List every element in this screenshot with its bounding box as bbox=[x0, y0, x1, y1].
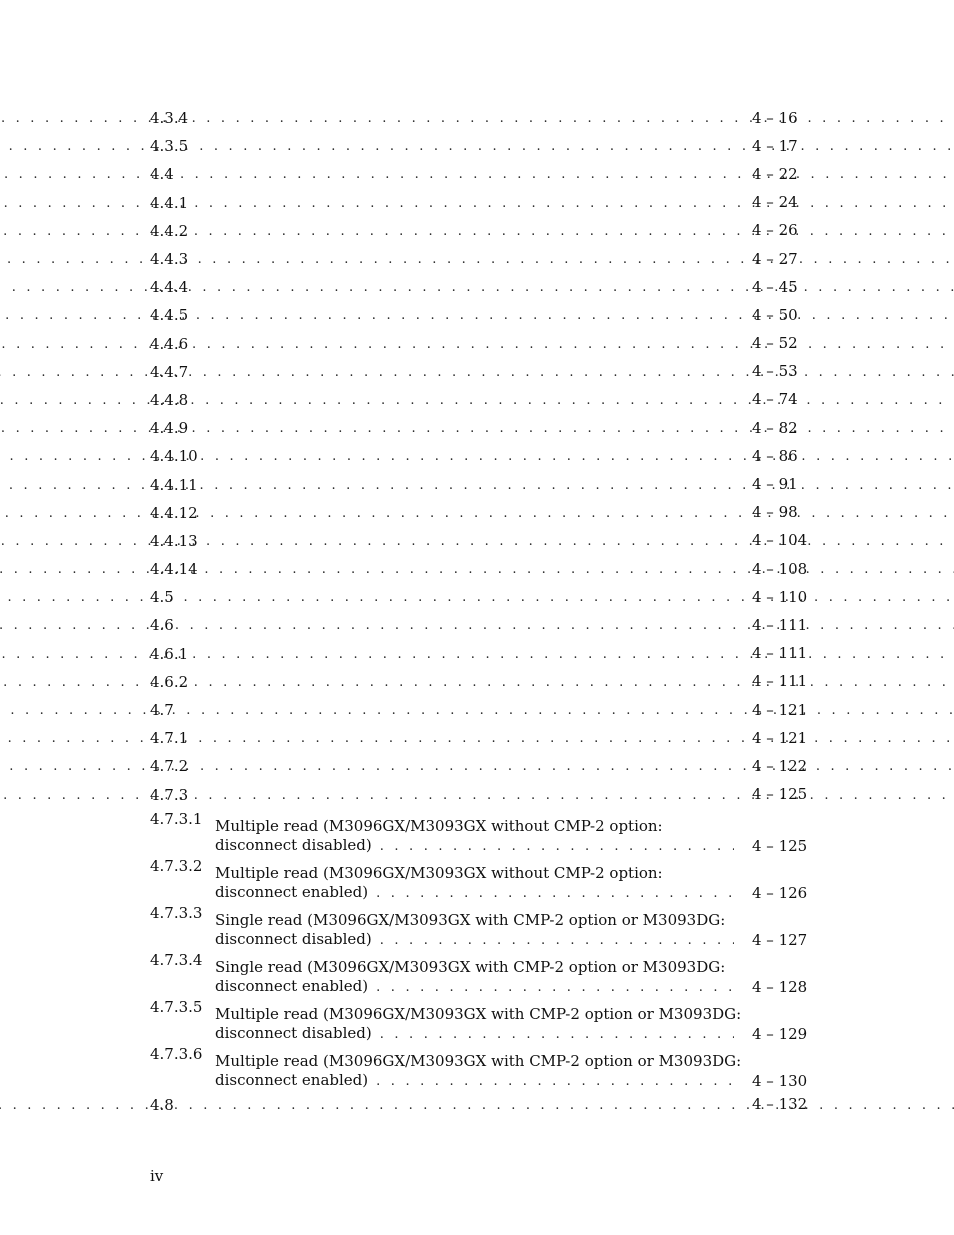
leader-dots bbox=[0, 335, 954, 354]
leader-dots bbox=[0, 165, 954, 184]
leader-dots bbox=[0, 137, 954, 156]
section-title: Multiple read (M3096GX/M3093GX without CMP-2 option: bbox=[215, 816, 663, 835]
section-title-continued: disconnect enabled) bbox=[215, 976, 369, 995]
page-reference: 4 – 98 bbox=[752, 503, 798, 522]
toc-entry[interactable] bbox=[150, 358, 802, 386]
leader-dots bbox=[0, 250, 954, 269]
page-reference: 4 – 86 bbox=[752, 446, 798, 465]
section-title-continued: disconnect enabled) bbox=[215, 1070, 369, 1089]
section-number: 4.7.3.5 bbox=[150, 997, 203, 1016]
page-reference: 4 – 122 bbox=[752, 756, 808, 775]
leader-dots bbox=[0, 757, 954, 776]
page-reference: 4 – 129 bbox=[752, 1024, 808, 1043]
section-number: 4.7 bbox=[150, 701, 174, 720]
toc-entry[interactable] bbox=[150, 997, 808, 1044]
leader-dots bbox=[0, 363, 954, 382]
page-reference: 4 – 27 bbox=[752, 249, 798, 268]
section-number: 4.6.1 bbox=[150, 644, 189, 663]
toc-entry[interactable] bbox=[150, 696, 808, 724]
section-number: 4.4.8 bbox=[150, 390, 189, 409]
leader-dots bbox=[376, 884, 734, 903]
section-number: 4.4.4 bbox=[150, 278, 189, 297]
page-reference: 4 – 121 bbox=[752, 700, 808, 719]
toc-entry[interactable] bbox=[150, 950, 808, 997]
page-reference: 4 – 111 bbox=[752, 644, 808, 663]
footer-page-number: iv bbox=[150, 1167, 164, 1185]
leader-dots bbox=[0, 532, 954, 551]
leader-dots bbox=[380, 1025, 734, 1044]
page-reference: 4 – 110 bbox=[752, 587, 808, 606]
page-reference: 4 – 128 bbox=[752, 977, 808, 996]
section-number: 4.4.14 bbox=[150, 560, 198, 579]
toc-entry[interactable] bbox=[150, 301, 802, 329]
leader-dots bbox=[0, 616, 954, 635]
page-reference: 4 – 121 bbox=[752, 728, 808, 747]
toc-entry[interactable] bbox=[150, 527, 808, 555]
leader-dots bbox=[0, 645, 954, 664]
section-number: 4.6 bbox=[150, 616, 174, 635]
leader-dots bbox=[0, 588, 954, 607]
section-number: 4.7.1 bbox=[150, 729, 189, 748]
toc-entry[interactable] bbox=[150, 273, 802, 301]
toc-entry[interactable] bbox=[150, 752, 808, 780]
toc-entry[interactable] bbox=[150, 809, 808, 856]
section-number: 4.7.3.4 bbox=[150, 950, 203, 969]
toc-entry[interactable] bbox=[150, 386, 802, 414]
section-title: Multiple read (M3096GX/M3093GX without CMP-2 option: bbox=[215, 863, 663, 882]
page-reference: 4 – 91 bbox=[752, 475, 798, 494]
leader-dots bbox=[0, 1096, 954, 1115]
page-reference: 4 – 111 bbox=[752, 615, 808, 634]
page-reference: 4 – 108 bbox=[752, 559, 808, 578]
page-reference: 4 – 16 bbox=[752, 108, 798, 127]
leader-dots bbox=[0, 476, 954, 495]
section-number: 4.4.10 bbox=[150, 447, 198, 466]
section-number: 4.6.2 bbox=[150, 672, 189, 691]
leader-dots bbox=[0, 391, 954, 410]
leader-dots bbox=[0, 447, 954, 466]
page-reference: 4 – 104 bbox=[752, 531, 808, 550]
section-number: 4.4.2 bbox=[150, 221, 189, 240]
toc-entry[interactable] bbox=[150, 189, 802, 217]
section-number: 4.5 bbox=[150, 588, 174, 607]
toc-entry[interactable] bbox=[150, 903, 808, 950]
page-reference: 4 – 125 bbox=[752, 785, 808, 804]
page-reference: 4 – 17 bbox=[752, 136, 798, 155]
section-number: 4.3.5 bbox=[150, 137, 189, 156]
page-reference: 4 – 52 bbox=[752, 334, 798, 353]
page-reference: 4 – 45 bbox=[752, 277, 798, 296]
section-title: Multiple read (M3096GX/M3093GX with CMP-2 option or M3093DG: bbox=[215, 1004, 742, 1023]
toc-entry[interactable] bbox=[150, 160, 802, 188]
leader-dots bbox=[376, 978, 734, 997]
section-number: 4.7.3.6 bbox=[150, 1044, 203, 1063]
leader-dots bbox=[0, 673, 954, 692]
leader-dots bbox=[0, 701, 954, 720]
section-title-continued: disconnect enabled) bbox=[215, 882, 369, 901]
toc-entry[interactable] bbox=[150, 470, 802, 498]
toc-entry[interactable] bbox=[150, 245, 802, 273]
toc-entry[interactable] bbox=[150, 583, 808, 611]
page-reference: 4 – 26 bbox=[752, 221, 798, 240]
page-reference: 4 – 125 bbox=[752, 836, 808, 855]
toc-entry[interactable] bbox=[150, 856, 808, 903]
section-number: 4.7.3.1 bbox=[150, 809, 203, 828]
toc-entry[interactable] bbox=[150, 330, 802, 358]
section-number: 4.4.9 bbox=[150, 419, 189, 438]
page-reference: 4 – 111 bbox=[752, 672, 808, 691]
section-title-continued: disconnect disabled) bbox=[215, 929, 372, 948]
toc-entry[interactable] bbox=[150, 442, 802, 470]
section-number: 4.7.3.3 bbox=[150, 903, 203, 922]
toc-entry[interactable] bbox=[150, 414, 802, 442]
page-reference: 4 – 50 bbox=[752, 305, 798, 324]
table-of-contents bbox=[150, 104, 808, 1119]
toc-entry[interactable] bbox=[150, 217, 802, 245]
toc-entry[interactable] bbox=[150, 1091, 808, 1119]
section-number: 4.7.2 bbox=[150, 757, 189, 776]
leader-dots bbox=[0, 222, 954, 241]
page-reference: 4 – 82 bbox=[752, 418, 798, 437]
page-reference: 4 – 74 bbox=[752, 390, 798, 409]
section-number: 4.4.11 bbox=[150, 475, 198, 494]
leader-dots bbox=[376, 1072, 734, 1091]
toc-entry[interactable] bbox=[150, 611, 808, 639]
section-title: Single read (M3096GX/M3093GX with CMP-2 option or M3093DG: bbox=[215, 910, 726, 929]
section-number: 4.3.4 bbox=[150, 109, 189, 128]
section-title: Multiple read (M3096GX/M3093GX with CMP-2 option or M3093DG: bbox=[215, 1051, 742, 1070]
section-number: 4.7.3 bbox=[150, 785, 189, 804]
section-title-continued: disconnect disabled) bbox=[215, 1023, 372, 1042]
section-number: 4.4.6 bbox=[150, 334, 189, 353]
toc-entry[interactable] bbox=[150, 668, 808, 696]
page-reference: 4 – 130 bbox=[752, 1071, 808, 1090]
section-number: 4.4.7 bbox=[150, 362, 189, 381]
leader-dots bbox=[0, 109, 954, 128]
toc-entry[interactable] bbox=[150, 724, 808, 752]
section-number: 4.4.12 bbox=[150, 503, 198, 522]
page-reference: 4 – 132 bbox=[752, 1095, 808, 1114]
page-reference: 4 – 53 bbox=[752, 362, 798, 381]
page-reference: 4 – 22 bbox=[752, 164, 798, 183]
toc-entry[interactable] bbox=[150, 499, 802, 527]
section-number: 4.7.3.2 bbox=[150, 856, 203, 875]
leader-dots bbox=[0, 560, 954, 579]
page-reference: 4 – 127 bbox=[752, 930, 808, 949]
page-reference: 4 – 24 bbox=[752, 193, 798, 212]
section-number: 4.8 bbox=[150, 1095, 174, 1114]
leader-dots bbox=[0, 504, 954, 523]
section-number: 4.4 bbox=[150, 165, 174, 184]
section-number: 4.4.13 bbox=[150, 531, 198, 550]
leader-dots bbox=[380, 931, 734, 950]
page-reference: 4 – 126 bbox=[752, 883, 808, 902]
section-number: 4.4.1 bbox=[150, 193, 189, 212]
leader-dots bbox=[0, 278, 954, 297]
toc-entry[interactable] bbox=[150, 1044, 808, 1091]
leader-dots bbox=[0, 194, 954, 213]
section-title: Single read (M3096GX/M3093GX with CMP-2 option or M3093DG: bbox=[215, 957, 726, 976]
leader-dots bbox=[0, 419, 954, 438]
section-title-continued: disconnect disabled) bbox=[215, 835, 372, 854]
section-number: 4.4.3 bbox=[150, 250, 189, 269]
toc-entry[interactable] bbox=[150, 132, 802, 160]
toc-entry[interactable] bbox=[150, 104, 802, 132]
leader-dots bbox=[0, 306, 954, 325]
toc-entry[interactable] bbox=[150, 640, 808, 668]
section-number: 4.4.5 bbox=[150, 306, 189, 325]
toc-entry[interactable] bbox=[150, 555, 808, 583]
leader-dots bbox=[0, 729, 954, 748]
toc-entry[interactable] bbox=[150, 781, 808, 809]
leader-dots bbox=[0, 786, 954, 805]
leader-dots bbox=[380, 837, 734, 856]
